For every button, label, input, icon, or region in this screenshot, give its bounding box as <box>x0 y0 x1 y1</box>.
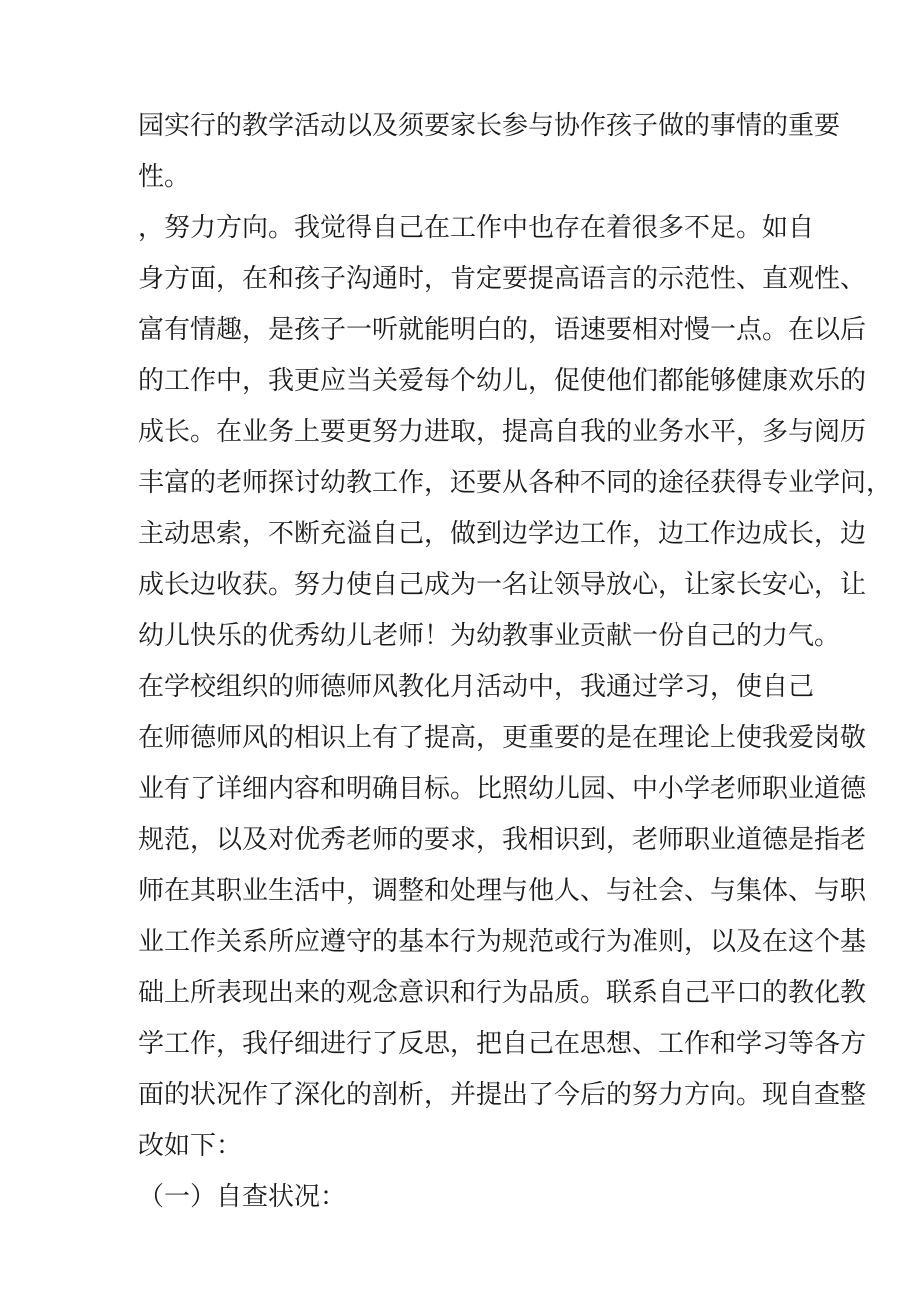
text-line: 身方面，在和孩子沟通时，肯定要提高语言的示范性、直观性、 <box>138 264 867 294</box>
text-line: 园实行的教学活动以及须要家长参与协作孩子做的事情的重要 <box>138 111 841 141</box>
text-line: 师在其职业生活中，调整和处理与他人、与社会、与集体、与职 <box>138 876 867 906</box>
text-line: 规范，以及对优秀老师的要求，我相识到，老师职业道德是指老 <box>138 825 867 855</box>
text-line: 业工作关系所应遵守的基本行为规范或行为准则，以及在这个基 <box>138 927 867 957</box>
text-line: 成长。在业务上要更努力进取，提高自我的业务水平，多与阅历 <box>138 417 867 447</box>
text-line: 丰富的老师探讨幼教工作，还要从各种不同的途径获得专业学问， <box>138 468 893 498</box>
text-line: （一）自查状况： <box>138 1182 347 1212</box>
text-line: 幼儿快乐的优秀幼儿老师！为幼教事业贡献一份自己的力气。 <box>138 621 841 651</box>
text-line: 主动思索，不断充溢自己，做到边学边工作，边工作边成长，边 <box>138 519 867 549</box>
text-line: ，努力方向。我觉得自己在工作中也存在着很多不足。如自 <box>138 213 815 243</box>
text-line: 业有了详细内容和明确目标。比照幼儿园、中小学老师职业道德 <box>138 774 867 804</box>
text-line: 础上所表现出来的观念意识和行为品质。联系自己平口的教化教 <box>138 978 867 1008</box>
text-line: 在学校组织的师德师风教化月活动中，我通过学习，使自己 <box>138 672 815 702</box>
text-line: 的工作中，我更应当关爱每个幼儿，促使他们都能够健康欢乐的 <box>138 366 867 396</box>
text-line: 成长边收获。努力使自己成为一名让领导放心，让家长安心，让 <box>138 570 867 600</box>
text-line: 富有情趣，是孩子一听就能明白的，语速要相对慢一点。在以后 <box>138 315 867 345</box>
text-line: 学工作，我仔细进行了反思，把自己在思想、工作和学习等各方 <box>138 1029 867 1059</box>
text-line: 在师德师风的相识上有了提高，更重要的是在理论上使我爱岗敬 <box>138 723 867 753</box>
text-line: 改如下： <box>138 1131 243 1161</box>
text-line: 性。 <box>138 162 191 192</box>
text-line: 面的状况作了深化的剖析，并提出了今后的努力方向。现自查整 <box>138 1080 867 1110</box>
